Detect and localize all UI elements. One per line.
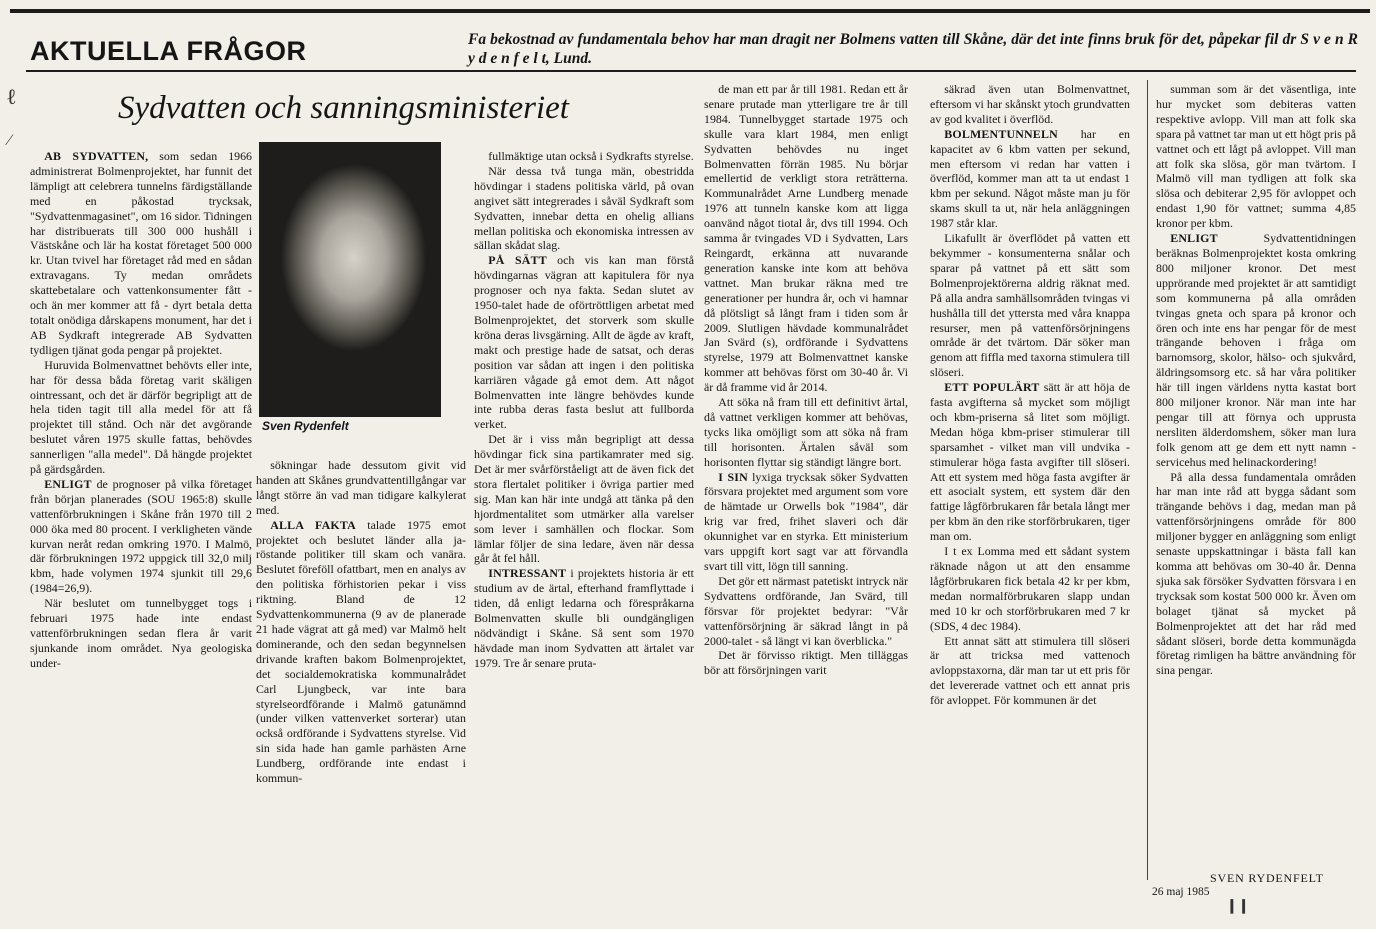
paragraph-text: Huruvida Bolmenvattnet behövts eller inte, har för dessa båda företag varit skäligen ointressant, och det är därför begripligt att de hela tiden tagit till alla medel för att få projektet till stånd. Och när det avgörande beslutet våren 1975 skulle fattas, behövdes sannerligen "alla medel". Då hängde projektet på gärdsgården.: [30, 357, 252, 477]
paragraph: [256, 518, 466, 786]
top-rule: [10, 9, 1370, 13]
paragraph-text: har en kapacitet av 6 kbm vatten per sekund, men eftersom vi redan har vatten i överflöd, kommer man att ta ut endast 1 kbm per sekund. Något måste man ju för skams skull ta ut, när hela anläggningen 1987 står klar.: [930, 126, 1130, 231]
paragraph: [30, 358, 252, 477]
paragraph: [30, 149, 252, 358]
author-signature: SVEN RYDENFELT: [1210, 871, 1324, 885]
column-divider: [1147, 80, 1148, 880]
paragraph: [474, 164, 694, 253]
paragraph: [930, 231, 1130, 380]
paragraph-text: de man ett par år till 1981. Redan ett år senare prutade man ytterligare tre år till 1984. Tunnelbygget startade 1975 och skulle vara klart 1984, men enligt Sydvatten behövdes nu inget Bolmenvatten förrän 1985. Nu börjar emellertid de verkligt stora reträtterna. Kommunalrådet Arne Lundberg menade 1976 att tunneln kanske kom att ligga oanvänd något tiotal år, dvs till 1994. Och samma år tvingades VD i Sydvatten, Lars Reingardt, erkänna att nuvarande generation kanske inte kom att behöva vattnet. Man brukar räkna med tre generationer per hundra år, och vi hamnar då plötsligt så långt fram i tiden som år 2009. Slutligen hävdade kommunalrådet Jan Svärd (s), ordförande i Sydvattens styrelse, 1979 att Bolmenvattnet kanske kommer att behövas först om 30-40 år. Vi är då framme vid år 2014.: [704, 82, 908, 395]
paragraph-text: summan som är det väsentliga, inte hur mycket som debiteras vatten respektive avlopp. Vill man att folk ska spara på vattnet tar man ut ett högt pris på vattnet och ett lågt på avloppet. Vill man att folk ska slösa, gör man tvärtom. I Malmö vill man tydligen att folk ska slösa och debiterar 2,95 för avloppet och endast 1,90 för vattnet; summa 4,85 kronor per kbm.: [1156, 82, 1356, 231]
paragraph-lead: I SIN: [718, 469, 748, 484]
paragraph-lead: INTRESSANT: [488, 566, 567, 581]
paragraph-text: sätt är att höja de fasta avgifterna så mycket som möjligt och kbm-priserna så litet som möjligt. Medan höga kbm-priser stimulerar till sparsamhet - vilket man vill undvika - stimulerar höga fasta avgifter till slöseri. Att ett system med höga fasta avgifter är ett asocialt system, ett system där den fattige lågförbrukaren får betala långt mer per kbm än den rike storförbrukaren, tiger man om.: [930, 380, 1130, 544]
paragraph: [474, 149, 694, 164]
paragraph-lead: AB SYDVATTEN,: [44, 149, 149, 163]
column-5: [930, 82, 1130, 892]
column-2: [256, 458, 466, 893]
paragraph-text: i projektets historia är ett studium av de ärtal, efterhand framflyttade i tiden, då enligt ledarna och förespråkarna Bolmenvatten skulle bli oundgängligen nödvändigt i Skåne. Så sent som 1970 hävdade man inom Sydvatten att ärtalet var 1979. Tre år senare pruta-: [474, 566, 694, 670]
paragraph: [704, 395, 908, 470]
photo-caption: Sven Rydenfelt: [262, 419, 349, 433]
column-4: [704, 82, 908, 892]
paragraph-text: Det är i viss mån begripligt att dessa hövdingar fick sina partikamrater med sig. Det är mer svårförståeligt att de även fick det stora flertalet politiker i övriga partier med sig. Man kan här inte undgå att tänka på den hjordmentalitet som utmärker alla varelser som lever i samhällen och flockar. Som lämlar följer de sina ledare, även när dessa går åt fel håll.: [474, 432, 694, 566]
paragraph-text: Sydvattentidningen beräknas Bolmenprojektet kosta omkring 800 miljoner kronor. Det mest upprörande med projektet är att samtidigt som kommunerna på alla områden tvingas gneta och spara på kronor och ören och inte ens har pengar för de mest trängande behoven i fråga om barnomsorg, skolor, hälso- och sjukvård, äldringsomsorg etc. så har våra politiker här till ingen världens nytta kastat bort 800 miljoner kronor. När man inte har pengar till att förnya och upprusta nersliten älderdomshem, söker man lura folk genom att ge dem ett nytt namn - servicehus med helinackordering!: [1156, 231, 1356, 469]
margin-scribble-icon: ℓ: [6, 84, 17, 109]
paragraph-text: I t ex Lomma med ett sådant system räknade någon ut att den ensamme lågförbrukaren fick betala 42 kr per kbm, medan normalförbrukaren slapp undan med 10 kr och storförbrukaren med 7 kr (SDS, 4 dec 1984).: [930, 544, 1130, 633]
paragraph-text: fullmäktige utan också i Sydkrafts styrelse.: [488, 149, 694, 163]
paragraph-lead: ETT POPULÄRT: [944, 380, 1040, 395]
paragraph: [30, 477, 252, 596]
paragraph: [704, 574, 908, 649]
article-headline: Sydvatten och sanningsministeriet: [118, 90, 569, 126]
paragraph: [1156, 470, 1356, 679]
paragraph-text: säkrad även utan Bolmenvattnet, eftersom vi har skånskt ytoch grundvatten av god kvalitet i överflöd.: [930, 82, 1130, 126]
paragraph-lead: ENLIGT: [44, 476, 92, 491]
paragraph-text: sökningar hade dessutom givit vid handen att Skånes grundvattentillgångar var långt större än vad man tidigare kalkylerat med.: [256, 458, 466, 517]
paragraph: [30, 596, 252, 671]
margin-mark-icon: ⁄: [8, 132, 11, 149]
paragraph-lead: BOLMENTUNNELN: [944, 126, 1058, 141]
paragraph-text: som sedan 1966 administrerat Bolmenprojektet, har funnit det lämpligt att celebrera tunnelns färdigställande med en påkostad trycksak, "Sydvattenmagasinet", om 16 sidor. Tidningen har distribuerats till 300 000 hushåll i Västskåne och lär ha kostat företaget 500 000 kr. Utan tvivel har företaget råd med en sådan extravagans. Ty medan områdets skattebetalare och vattenkonsumenter fått - och än mer kommer att få - dyrt betala detta totalt onödiga dårskapens monument, har det i AB Sydkraft integrerade AB Sydvatten tydligen tjänat goda pengar på projektet.: [30, 149, 252, 357]
paragraph-text: lyxiga trycksak söker Sydvatten försvara projektet med argument som vore de hämtade ur Orwells bok "1984", där krig var fred, frihet slaveri och där okunnighet var en styrka. Ett ministerium vars uppgift kort sagt var att förvandla svart till vitt, lögn till sanning.: [704, 469, 908, 573]
paragraph-text: På alla dessa fundamentala områden har man inte råd att bygga sådant som trängande behövs i dag, medan man på vattenförsörjningens område för 800 miljoner bygger en anläggning som enligt senaste uppskattningar i bästa fall kan komma att behövas om 30-40 år. Denna sjuka sak försöker Sydvatten försvara i en trycksak som kostat 500 000 kr. Även om bolaget tjänat så mycket på Bolmenprojektet att det har råd med sådant slöseri, borde detta kommunägda företag rimligen ha bättre användning för sina pengar.: [1156, 469, 1356, 678]
paragraph-text: Det gör ett närmast patetiskt intryck när Sydvattens ordförande, Jan Svärd, till försvar för projektet bedyrar: "Vår vattenförsörjning är säkrad långt in på 2000-talet - så längt vi kan överblicka.": [704, 573, 908, 648]
paragraph-lead: ENLIGT: [1170, 231, 1218, 246]
paragraph-text: När beslutet om tunnelbygget togs i februari 1975 hade inte endast vattenförbrukningen sedan flera år varit sjunkande inom området. Nya geologiska under-: [30, 596, 252, 670]
paragraph: [474, 432, 694, 566]
column-1: [30, 149, 252, 894]
paragraph-text: När dessa två tunga män, obestridda hövdingar i stadens politiska värld, på ovan angivet sätt integrerades i såväl Sydkraft som Sydvatten, innebar detta en ohelig allians mellan politiska och ekonomiska intressen av sällan skådat slag.: [474, 163, 694, 253]
paragraph: [704, 470, 908, 574]
intro-text: Fa bekostnad av fundamentala behov har man dragit ner Bolmens vatten till Skåne, där det inte finns bruk för det, påpekar fil dr S v e n R y d e n f e l t, Lund.: [468, 31, 1358, 67]
paragraph: [930, 127, 1130, 231]
paragraph: [704, 648, 908, 678]
paragraph-text: talade 1975 emot projektet och beslutet länder alla ja-röstande politiker till skam och vanära. Beslutet föreföll ofattbart, men en analys av den politiska förhistorien pekar i viss riktning. Bland de 12 Sydvattenkommunerna (9 av de planerade 21 hade vägrat att gå med) var Malmö helt dominerande, och den sedan begynnelsen drivande kraften bakom Bolmenprojektet, det socialdemokratiska kommunalrådet Carl Ljungbeck, var inte bara styrelseordförande i Malmö gatunämnd (under vilken vattenverket sorterar) utan också ordförande i Sydvattens styrelse. Vid sin sida hade han gamle parhästen Arne Lundberg, ordförande inte endast i kommun-: [256, 517, 466, 786]
paragraph-lead: PÅ SÄTT: [488, 253, 547, 268]
author-photo: [259, 142, 441, 417]
paragraph: [930, 544, 1130, 633]
paragraph: [704, 82, 908, 395]
bottom-mark-icon: ❙❙: [1226, 899, 1250, 914]
paragraph-text: Att söka nå fram till ett definitivt ärtal, då vattnet verkligen kommer att behövas, tycks lika omöjligt som att söka nå fram till horisonten. Ärtalen såväl som horisonten flyttar sig ständigt längre bort.: [704, 395, 908, 469]
paragraph: [1156, 82, 1356, 231]
paragraph: [474, 566, 694, 670]
paragraph-text: Likafullt är överflödet på vatten ett bekymmer - konsumenterna snålar och sparar på vattnet på ett sätt som Bolmenprojektörerna aldrig räknat med. På alla andra samhällsområden tvingas vi hushålla till det yttersta med våra knappa resurser, men på vattenförsörjningens område är det tvärtom. Där söker man genom att fiffla med taxorna stimulera till slöseri.: [930, 231, 1130, 380]
column-6: [1156, 82, 1356, 872]
paragraph: [474, 253, 694, 432]
paragraph: [930, 82, 1130, 127]
paragraph: [256, 458, 466, 518]
paragraph-text: de prognoser på vilka företaget från början planerades (SOU 1965:8) skulle vattenförbrukningen i Skåne från 1970 till 2 000 öka med 80 procent. I verkligheten vände kurvan neråt redan omkring 1970. I Malmö, där förbrukningen 1972 uppgick till 32,0 milj kbm, hade volymen 1974 sjunkit till 29,6 (1984=26,9).: [30, 476, 252, 596]
section-title: AKTUELLA FRÅGOR: [30, 36, 307, 66]
paragraph-lead: ALLA FAKTA: [270, 517, 356, 532]
paragraph-text: Det är förvisso riktigt. Men tilläggas bör att försörjningen varit: [704, 648, 908, 678]
paragraph-text: och vis kan man förstå hövdingarnas vägran att kapitulera för nya prognoser och nya fakta. Sedan slutet av 1950-talet hade de oförtröttligen arbetat med Bolmenprojektet, det storverk som skulle kröna deras livsgärning. Allt de ägde av kraft, makt och prestige hade de satsat, och deras position var sådan att ingen i den politiska karriären vågade gå emot dem. Att något Bolmenvatten inte längre behövdes kunde inte rubba deras fasta beslut att fullborda verket.: [474, 253, 694, 432]
paragraph: [930, 634, 1130, 709]
column-3: [474, 149, 694, 894]
article-date: 26 maj 1985: [1152, 886, 1210, 898]
paragraph-text: Ett annat sätt att stimulera till slöseri är att tricksa med vattenoch avloppstaxorna, där man tar ut ett pris för det levererade vattnet och ett annat pris för avloppet. För kommunen är det: [930, 633, 1130, 708]
header-rule: [26, 70, 1356, 72]
paragraph: [1156, 231, 1356, 470]
paragraph: [930, 380, 1130, 544]
